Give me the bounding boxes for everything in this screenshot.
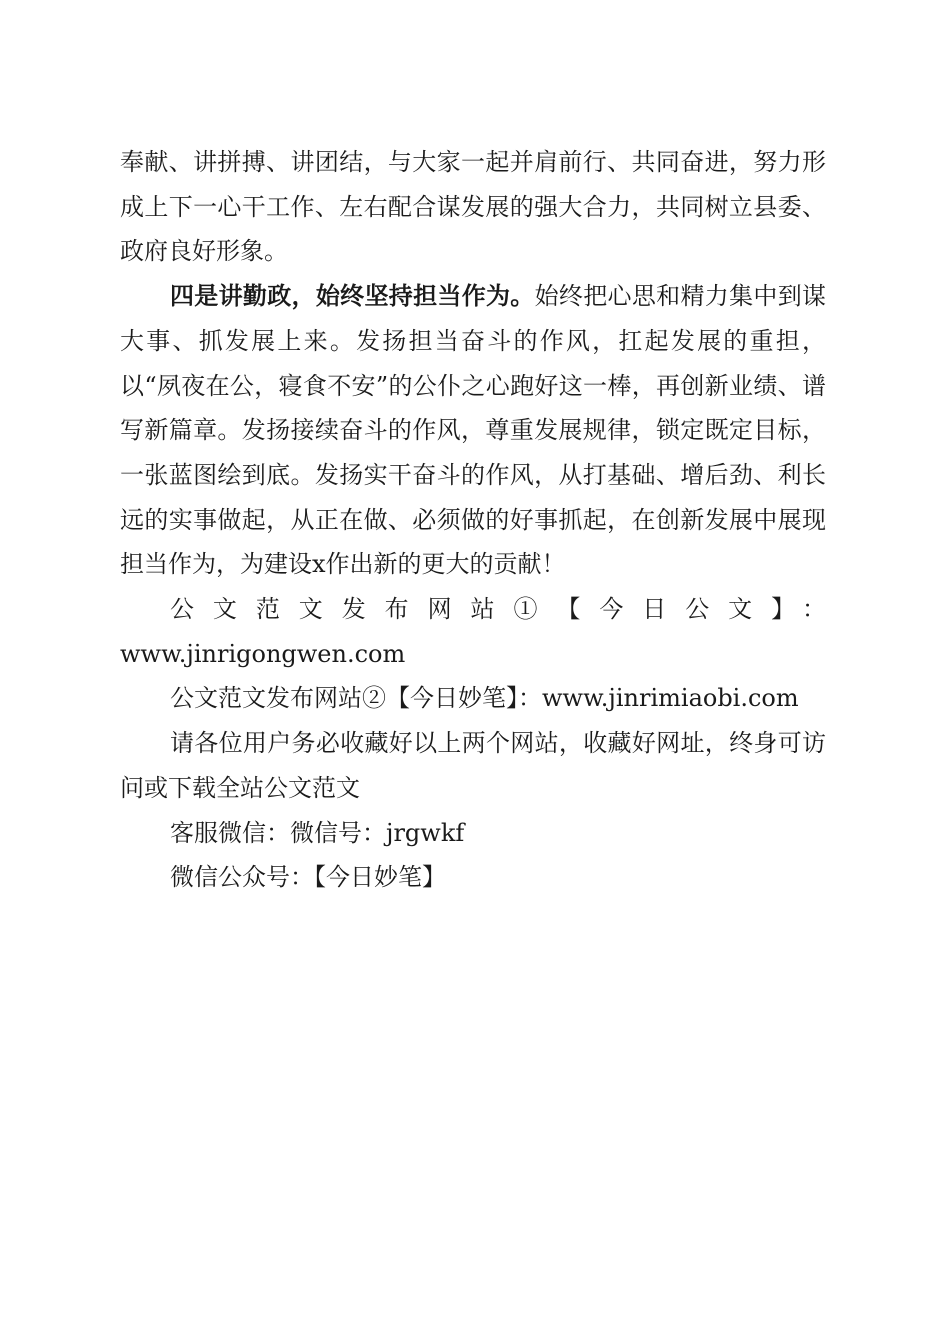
site-one-label: 公文范文发布网站①【今日公文】： <box>170 595 826 624</box>
paragraph-diligence-heading: 四是讲勤政，始终坚持担当作为。 <box>170 281 535 311</box>
site-two-line: 公文范文发布网站②【今日妙笔】：www.jinrimiaobi.com <box>170 684 799 713</box>
document-body <box>120 140 826 900</box>
paragraph-unity: 奉献、讲拼搏、讲团结，与大家一起并肩前行、共同奋进，努力形成上下一心干工作、左右配合谋发展的强大合力，共同树立县委、政府良好形象。 <box>120 148 826 266</box>
site-one-line <box>120 587 826 676</box>
wechat-official-account: 微信公众号：【今日妙笔】 <box>170 863 446 892</box>
site-one-url: www.jinrigongwen.com <box>120 639 406 668</box>
paragraph-diligence <box>120 274 826 587</box>
bookmark-notice: 请各位用户务必收藏好以上两个网站，收藏好网址，终身可访问或下载全站公文范文 <box>120 729 826 802</box>
customer-service-wechat: 客服微信：微信号：jrgwkf <box>170 818 465 847</box>
paragraph-diligence-body: 始终把心思和精力集中到谋大事、抓发展上来。发扬担当奋斗的作风，扛起发展的重担，以“夙夜在公，寝食不安”的公仆之心跑好这一棒，再创新业绩、谱写新篇章。发扬接续奋斗的作风，尊重发展规律，锁定既定目标，一张蓝图绘到底。发扬实干奋斗的作风，从打基础、增后劲、利长远的实事做起，从正在做、必须做的好事抓起，在创新发展中展现担当作为，为建设x作出新的更大的贡献！ <box>120 282 827 579</box>
